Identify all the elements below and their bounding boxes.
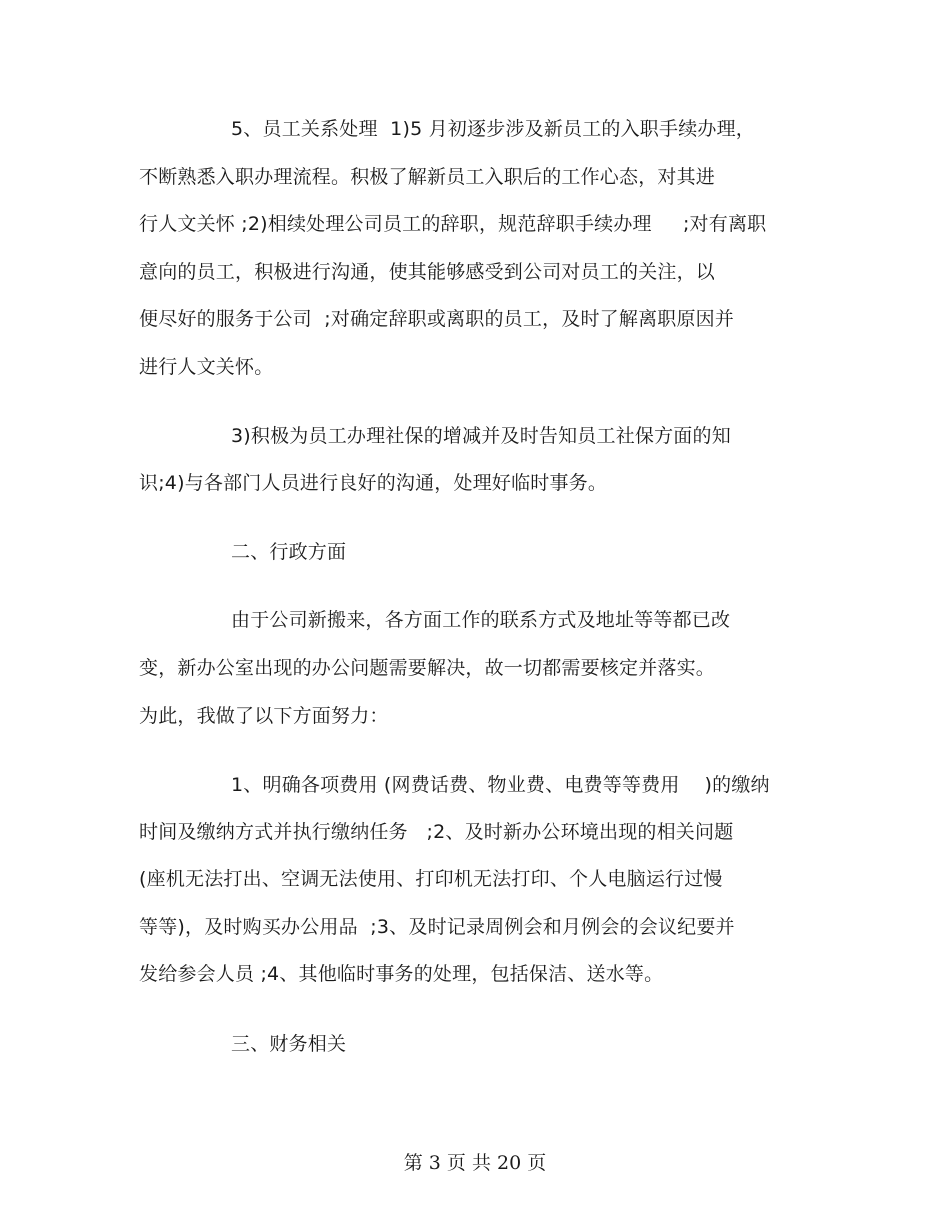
text-line: (座机无法打出、空调无法使用、打印机无法打印、个人电脑运行过慢	[139, 868, 723, 890]
text-line: 进行人文关怀。	[139, 356, 274, 378]
text-line: 意向的员工，积极进行沟通，使其能够感受到公司对员工的关注，以	[139, 261, 716, 283]
text-line: 不断熟悉入职办理流程。积极了解新员工入职后的工作心态，对其进	[139, 166, 716, 188]
text-line: 变，新办公室出现的办公问题需要解决，故一切都需要核定并落实。	[139, 657, 716, 679]
text-line: 发给参会人员 ;4、其他临时事务的处理，包括保洁、送水等。	[139, 963, 664, 985]
text-line: 等等)，及时购买办公用品 ;3、及时记录周例会和月例会的会议纪要并	[139, 916, 735, 938]
section-heading-finance: 三、财务相关	[231, 1033, 347, 1055]
text-line: 3)积极为员工办理社保的增减并及时告知员工社保方面的知	[231, 425, 731, 447]
text-line: 识;4)与各部门人员进行良好的沟通，处理好临时事务。	[139, 472, 608, 494]
text-line: 为此，我做了以下方面努力：	[139, 705, 389, 727]
text-line: 由于公司新搬来，各方面工作的联系方式及地址等等都已改	[231, 609, 731, 631]
text-line: 便尽好的服务于公司 ;对确定辞职或离职的员工，及时了解离职原因并	[139, 308, 735, 330]
text-line: 时间及缴纳方式并执行缴纳任务 ;2、及时新办公环境出现的相关问题	[139, 821, 734, 843]
page-number-footer: 第 3 页 共 20 页	[403, 1152, 547, 1174]
text-line: 行人文关怀 ;2)相续处理公司员工的辞职，规范辞职手续办理 ;对有离职	[139, 213, 767, 235]
section-heading-administration: 二、行政方面	[231, 541, 347, 563]
text-line: 5、员工关系处理 1)5 月初逐步涉及新员工的入职手续办理，	[231, 118, 755, 140]
text-line: 1、明确各项费用 (网费话费、物业费、电费等等费用 )的缴纳	[231, 774, 770, 796]
